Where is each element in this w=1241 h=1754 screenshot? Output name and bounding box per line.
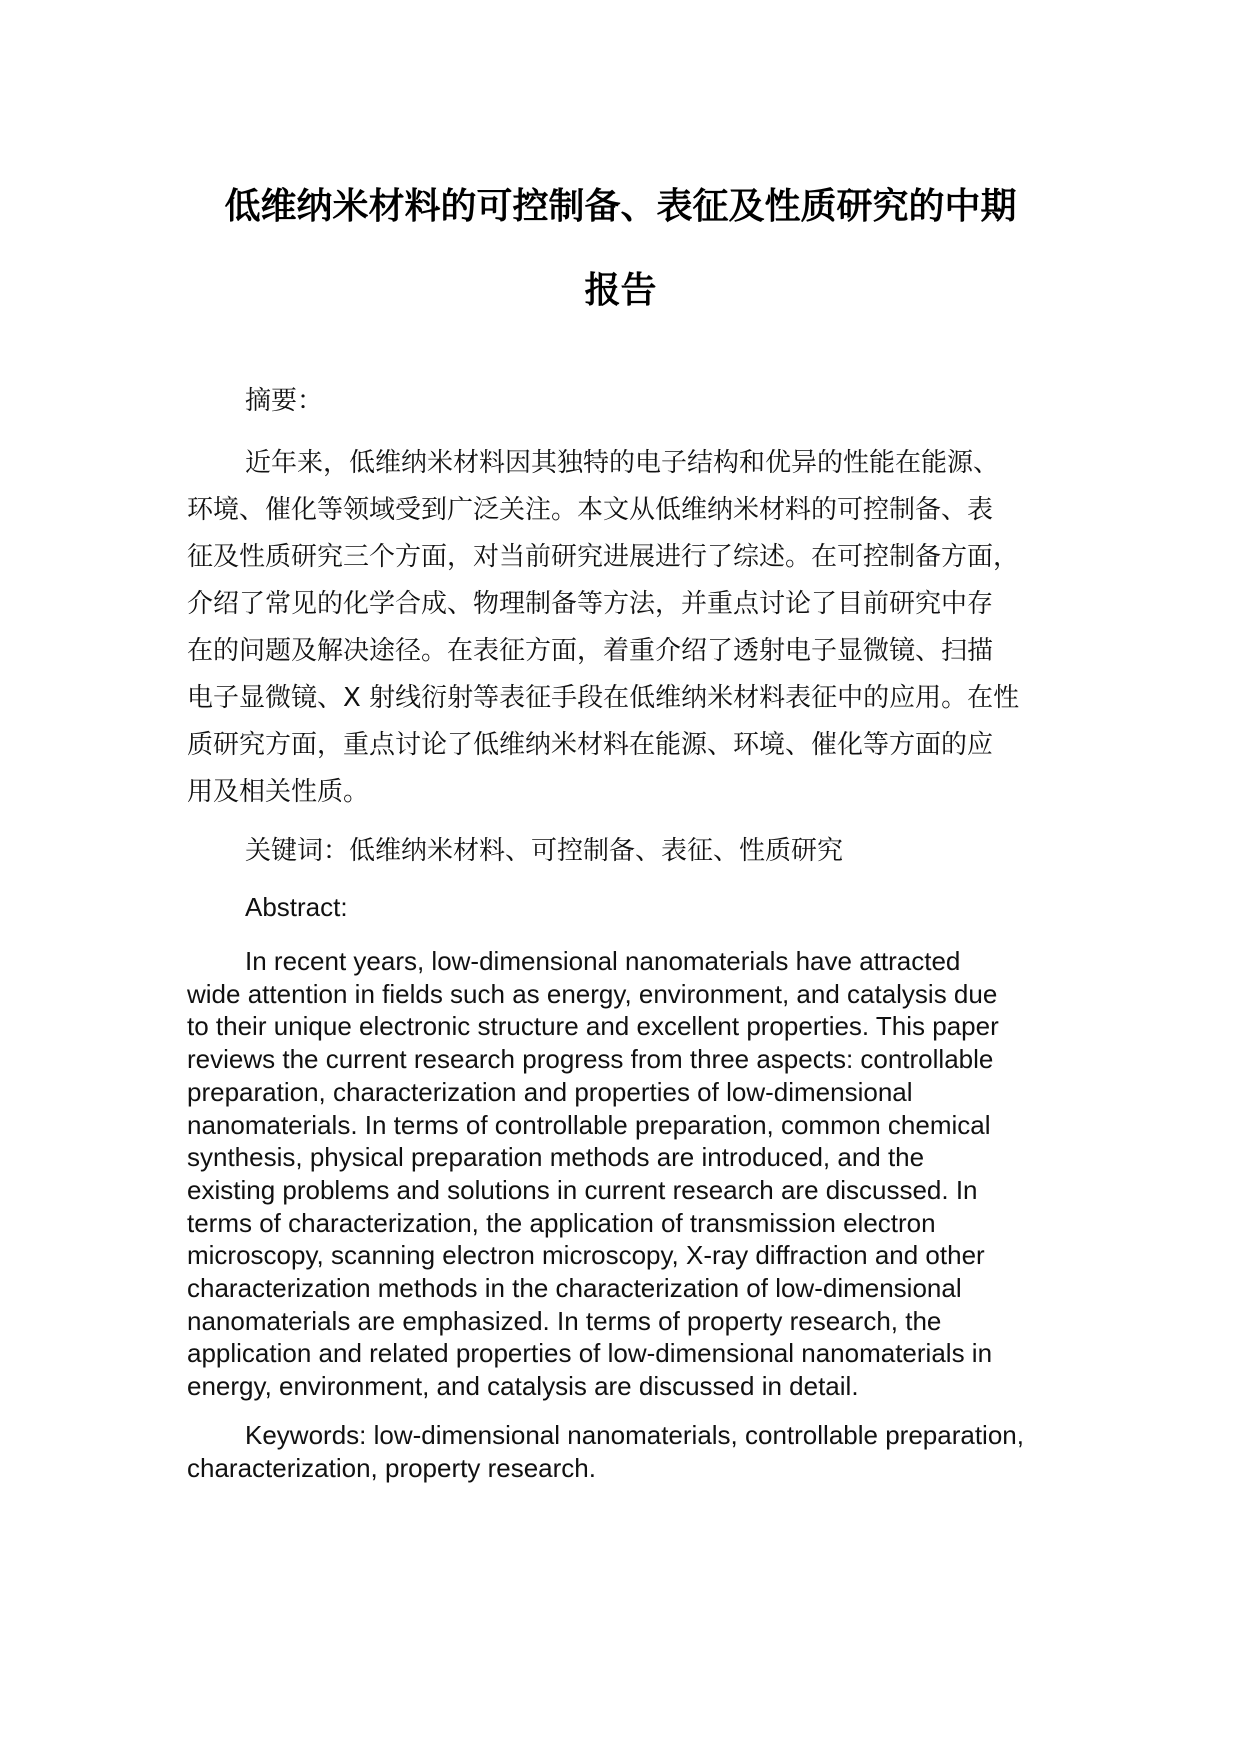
en-abstract-line: energy, environment, and catalysis are discussed in detail. <box>187 1371 859 1402</box>
en-abstract-line: In recent years, low-dimensional nanomaterials have attracted <box>245 946 961 976</box>
en-keywords-line: characterization, property research. <box>187 1453 596 1483</box>
en-abstract-line: wide attention in fields such as energy, environment, and catalysis due <box>187 978 998 1009</box>
cn-abstract-line: 用及相关性质。 <box>187 777 370 807</box>
en-abstract-body <box>187 945 1077 1403</box>
en-abstract-heading: Abstract: <box>245 892 348 922</box>
cn-abstract-line: 环境、催化等领域受到广泛关注。本文从低维纳米材料的可控制备、表 <box>187 495 994 525</box>
en-abstract-line: microscopy, scanning electron microscopy, X-ray diffraction and other <box>187 1240 985 1271</box>
en-keywords-line: Keywords: low-dimensional nanomaterials, controllable preparation, <box>245 1420 1024 1450</box>
en-abstract-line: preparation, characterization and properties of low-dimensional <box>187 1076 913 1107</box>
cn-abstract-line: 质研究方面，重点讨论了低维纳米材料在能源、环境、催化等方面的应 <box>187 730 994 760</box>
cn-abstract-body <box>187 440 1087 816</box>
en-abstract-line: nanomaterials are emphasized. In terms of property research, the <box>187 1305 942 1336</box>
en-abstract-line: to their unique electronic structure and excellent properties. This paper <box>187 1011 999 1042</box>
en-abstract-line: terms of characterization, the application of transmission electron <box>187 1207 936 1238</box>
en-abstract-line: characterization methods in the characterization of low-dimensional <box>187 1273 962 1304</box>
cn-abstract-line: 电子显微镜、X 射线衍射等表征手段在低维纳米材料表征中的应用。在性 <box>187 683 1020 713</box>
cn-abstract-line: 近年来，低维纳米材料因其独特的电子结构和优异的性能在能源、 <box>245 448 1000 478</box>
document-title-line-2: 报告 <box>584 270 657 311</box>
cn-abstract-line: 介绍了常见的化学合成、物理制备等方法，并重点讨论了目前研究中存 <box>187 589 994 619</box>
en-keywords <box>187 1419 1087 1485</box>
cn-abstract-line: 在的问题及解决途径。在表征方面，着重介绍了透射电子显微镜、扫描 <box>187 636 994 666</box>
cn-abstract-heading: 摘要： <box>245 386 324 416</box>
en-abstract-line: reviews the current research progress from three aspects: controllable <box>187 1044 994 1075</box>
document-title-line-1: 低维纳米材料的可控制备、表征及性质研究的中期 <box>224 186 1017 227</box>
cn-abstract-line: 征及性质研究三个方面，对当前研究进展进行了综述。在可控制备方面， <box>187 542 1020 572</box>
cn-keywords: 关键词：低维纳米材料、可控制备、表征、性质研究 <box>245 836 844 866</box>
en-abstract-line: nanomaterials. In terms of controllable preparation, common chemical <box>187 1109 991 1140</box>
en-abstract-line: application and related properties of low-dimensional nanomaterials in <box>187 1338 993 1369</box>
en-abstract-line: synthesis, physical preparation methods are introduced, and the <box>187 1142 925 1173</box>
en-abstract-line: existing problems and solutions in current research are discussed. In <box>187 1174 978 1205</box>
